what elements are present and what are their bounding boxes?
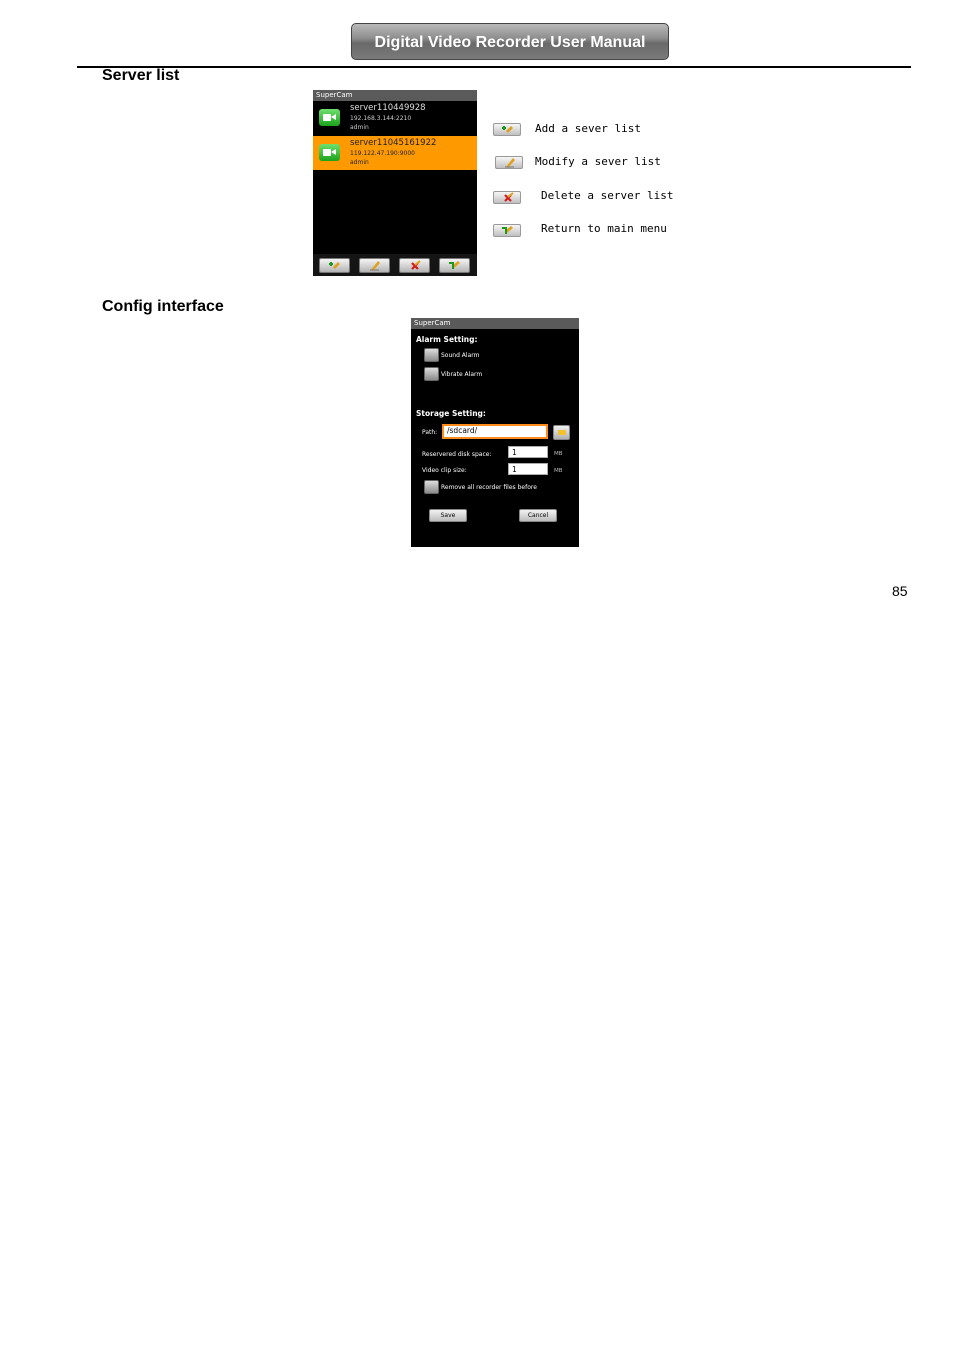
- app-titlebar: SuperCam: [411, 318, 579, 329]
- vibrate-alarm-checkbox[interactable]: [424, 367, 439, 381]
- clip-size-unit: MB: [554, 468, 563, 474]
- path-label: Path:: [422, 429, 438, 436]
- vibrate-alarm-label: Vibrate Alarm: [441, 371, 483, 378]
- return-icon: [448, 260, 462, 271]
- server-address: 192.168.3.144:2210: [350, 115, 412, 122]
- server-row-1[interactable]: [313, 101, 477, 135]
- path-input[interactable]: /sdcard/: [442, 424, 548, 439]
- sound-alarm-label: Sound Alarm: [441, 352, 480, 359]
- return-button[interactable]: [439, 258, 470, 273]
- manual-header: [351, 23, 669, 60]
- legend-add-button: [493, 123, 521, 136]
- legend-return-button: [493, 224, 521, 237]
- legend-return-text: Return to main menu: [541, 222, 667, 235]
- reserved-space-unit: MB: [554, 451, 563, 457]
- server-name: server110449928: [350, 103, 426, 113]
- save-button[interactable]: Save: [429, 509, 467, 522]
- add-server-icon: [501, 124, 515, 135]
- page-number: 85: [892, 583, 908, 599]
- clip-size-input[interactable]: 1: [508, 463, 548, 475]
- server-list-heading: Server list: [102, 67, 180, 84]
- storage-setting-heading: Storage Setting:: [416, 409, 486, 418]
- reserved-space-label: Reservered disk space:: [422, 451, 492, 458]
- config-screen: [411, 318, 579, 547]
- clip-size-label: Video clip size:: [422, 467, 467, 474]
- remove-files-label: Remove all recorder files before: [441, 484, 537, 491]
- camera-icon: [319, 109, 340, 126]
- header-rule: [77, 66, 911, 68]
- legend-delete-button: [493, 191, 521, 204]
- delete-server-button[interactable]: [399, 258, 430, 273]
- legend-delete-text: Delete a server list: [541, 189, 674, 202]
- server-list-screen: [313, 90, 477, 276]
- sound-alarm-checkbox[interactable]: [424, 348, 439, 362]
- modify-server-button[interactable]: [359, 258, 390, 273]
- manual-title: Digital Video Recorder User Manual: [374, 34, 646, 51]
- server-toolbar: [313, 254, 477, 276]
- config-interface-heading: Config interface: [102, 298, 224, 315]
- delete-server-icon: [408, 260, 422, 271]
- remove-files-checkbox[interactable]: [424, 480, 439, 494]
- browse-folder-button[interactable]: [553, 425, 570, 440]
- reserved-space-input[interactable]: 1: [508, 446, 548, 458]
- cancel-button[interactable]: Cancel: [519, 509, 557, 522]
- modify-server-icon: [503, 157, 517, 168]
- server-name: server11045161922: [350, 138, 437, 148]
- add-server-button[interactable]: [319, 258, 350, 273]
- server-address: 119.122.47.190:9000: [350, 150, 416, 157]
- camera-icon: [319, 144, 340, 161]
- legend-modify-text: Modify a sever list: [535, 155, 661, 168]
- server-user: admin: [350, 159, 369, 166]
- legend-add-text: Add a sever list: [535, 122, 641, 135]
- app-titlebar: SuperCam: [313, 90, 477, 101]
- delete-server-icon: [501, 192, 515, 203]
- server-row-2[interactable]: [313, 136, 477, 170]
- alarm-setting-heading: Alarm Setting:: [416, 335, 478, 344]
- legend-modify-button: [495, 156, 523, 169]
- return-icon: [501, 225, 515, 236]
- server-user: admin: [350, 124, 369, 131]
- modify-server-icon: [368, 260, 382, 271]
- add-server-icon: [328, 260, 342, 271]
